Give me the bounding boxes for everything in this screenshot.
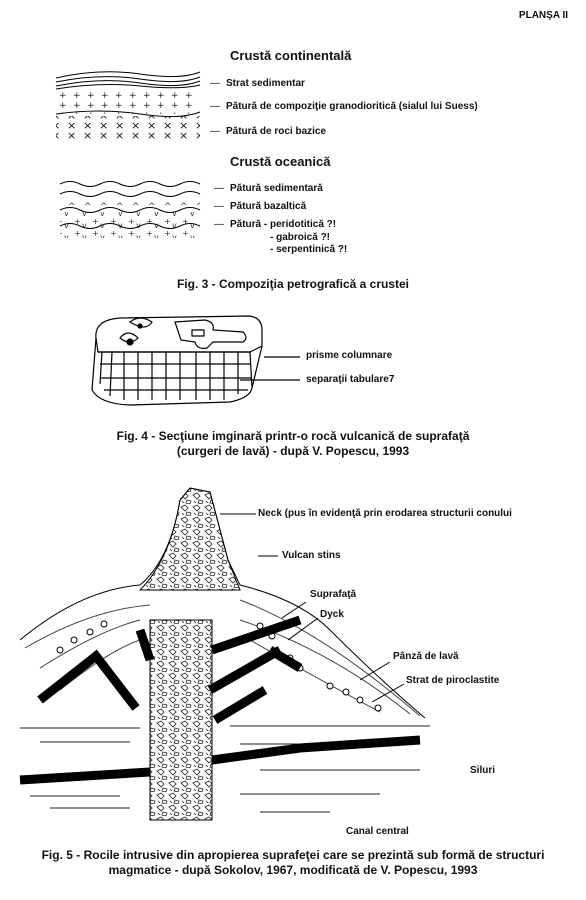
continental-layer-label: — Pătură de compoziţie granodioritică (sialul lui Suess) xyxy=(210,101,478,112)
tabular-separations-label: separaţii tabulare7 xyxy=(306,374,395,385)
oceanic-layer-label: — Pătură - peridotitică ?! xyxy=(214,219,336,230)
oceanic-crust-diagram xyxy=(60,182,200,239)
continental-layer-label: — Strat sedimentar xyxy=(210,78,305,89)
columnar-prisms-label: prisme columnare xyxy=(306,350,393,361)
fig4-caption-line1: Fig. 4 - Secţiune imginară printr-o rocă vulcanică de suprafaţă xyxy=(116,429,470,443)
volcano-diagram xyxy=(20,488,430,820)
continental-crust-diagram xyxy=(56,72,200,140)
surface-label: Suprafaţă xyxy=(310,589,357,600)
oceanic-sublayer-label: - serpentinică ?! xyxy=(270,244,348,255)
oceanic-layer-label: — Pătură sedimentară xyxy=(214,183,323,194)
page-label: PLANŞA II xyxy=(518,10,568,21)
continental-layer-label: — Pătură de roci bazice xyxy=(210,126,326,137)
fig3-caption: Fig. 3 - Compoziţia petrografică a crustei xyxy=(176,277,410,291)
fig5-caption-line2: magmatice - după Sokolov, 1967, modificată de V. Popescu, 1993 xyxy=(108,863,478,877)
fig4-caption-line2: (curgeri de lavă) - după V. Popescu, 1993 xyxy=(176,444,410,458)
fig5-caption-line1: Fig. 5 - Rocile intrusive din apropierea suprafeţei care se prezintă sub formă de structuri xyxy=(41,848,545,862)
sills-label: Siluri xyxy=(470,765,496,776)
oceanic-sublayer-label: - gabroică ?! xyxy=(270,232,331,243)
neck-label: Neck (pus în evidenţă prin erodarea structurii conului xyxy=(258,508,512,519)
central-canal-label: Canal central xyxy=(346,826,409,837)
oceanic-layer-label: — Pătură bazaltică xyxy=(214,201,306,212)
continental-crust-title: Crustă continentală xyxy=(230,48,352,63)
oceanic-crust-title: Crustă oceanică xyxy=(230,154,331,169)
lava-block-diagram xyxy=(92,316,300,405)
pyroclastic-layer-label: Strat de piroclastite xyxy=(406,675,500,686)
extinct-volcano-label: Vulcan stins xyxy=(282,550,341,561)
lava-sheet-label: Pânză de lavă xyxy=(393,651,459,662)
dyke-label: Dyck xyxy=(320,609,344,620)
